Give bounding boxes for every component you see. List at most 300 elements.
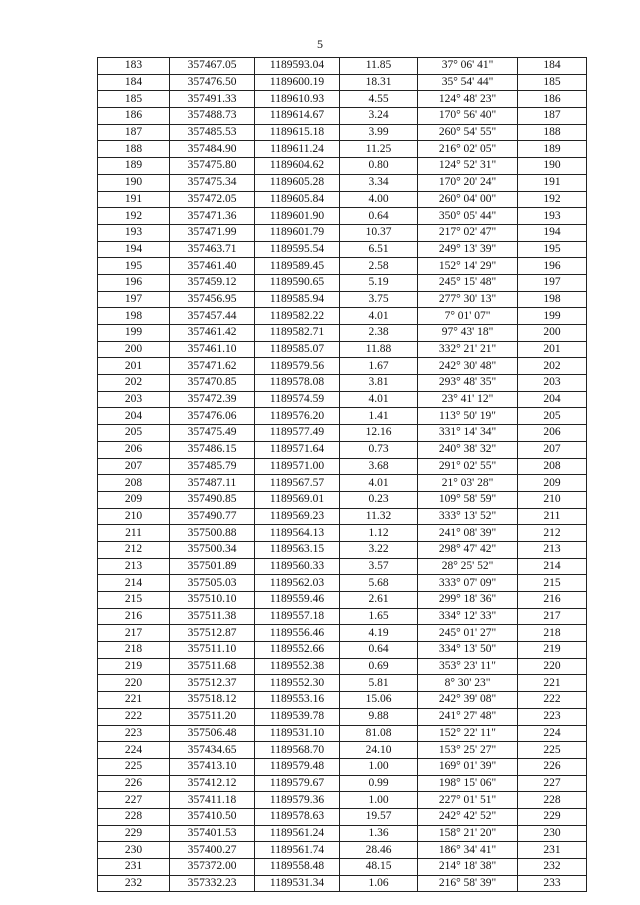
point-number-cell: 189 — [98, 158, 170, 175]
next-point-cell: 218 — [518, 625, 587, 642]
point-number-cell: 207 — [98, 458, 170, 475]
y-coordinate-cell: 1189560.33 — [255, 558, 340, 575]
table-row — [98, 525, 587, 542]
table-row — [98, 675, 587, 692]
y-coordinate-cell: 1189558.48 — [255, 859, 340, 876]
y-coordinate-cell: 1189585.94 — [255, 291, 340, 308]
point-number-cell: 214 — [98, 575, 170, 592]
y-coordinate-cell: 1189610.93 — [255, 91, 340, 108]
x-coordinate-cell: 357410.50 — [170, 808, 255, 825]
distance-cell: 11.32 — [340, 508, 418, 525]
x-coordinate-cell: 357487.11 — [170, 475, 255, 492]
distance-cell: 0.69 — [340, 658, 418, 675]
distance-cell: 0.99 — [340, 775, 418, 792]
next-point-cell: 222 — [518, 692, 587, 709]
y-coordinate-cell: 1189582.71 — [255, 325, 340, 342]
next-point-cell: 185 — [518, 74, 587, 91]
x-coordinate-cell: 357476.50 — [170, 74, 255, 91]
next-point-cell: 210 — [518, 491, 587, 508]
x-coordinate-cell: 357434.65 — [170, 742, 255, 759]
point-number-cell: 225 — [98, 758, 170, 775]
next-point-cell: 229 — [518, 808, 587, 825]
next-point-cell: 202 — [518, 358, 587, 375]
y-coordinate-cell: 1189552.66 — [255, 642, 340, 659]
point-number-cell: 204 — [98, 408, 170, 425]
point-number-cell: 201 — [98, 358, 170, 375]
bearing-cell: 216° 58' 39" — [418, 875, 518, 892]
next-point-cell: 184 — [518, 58, 587, 75]
table-row — [98, 792, 587, 809]
table-row — [98, 658, 587, 675]
y-coordinate-cell: 1189582.22 — [255, 308, 340, 325]
distance-cell: 9.88 — [340, 708, 418, 725]
y-coordinate-cell: 1189568.70 — [255, 742, 340, 759]
x-coordinate-cell: 357471.99 — [170, 224, 255, 241]
point-number-cell: 215 — [98, 592, 170, 609]
point-number-cell: 200 — [98, 341, 170, 358]
table-row — [98, 775, 587, 792]
x-coordinate-cell: 357490.85 — [170, 491, 255, 508]
distance-cell: 1.41 — [340, 408, 418, 425]
x-coordinate-cell: 357484.90 — [170, 141, 255, 158]
distance-cell: 2.38 — [340, 325, 418, 342]
table-row — [98, 191, 587, 208]
y-coordinate-cell: 1189574.59 — [255, 391, 340, 408]
point-number-cell: 205 — [98, 425, 170, 442]
bearing-cell: 28° 25' 52" — [418, 558, 518, 575]
bearing-cell: 245° 15' 48" — [418, 274, 518, 291]
distance-cell: 2.58 — [340, 258, 418, 275]
table-row — [98, 174, 587, 191]
bearing-cell: 152° 14' 29" — [418, 258, 518, 275]
x-coordinate-cell: 357457.44 — [170, 308, 255, 325]
point-number-cell: 231 — [98, 859, 170, 876]
next-point-cell: 227 — [518, 775, 587, 792]
next-point-cell: 186 — [518, 91, 587, 108]
x-coordinate-cell: 357505.03 — [170, 575, 255, 592]
distance-cell: 0.73 — [340, 441, 418, 458]
next-point-cell: 225 — [518, 742, 587, 759]
next-point-cell: 192 — [518, 191, 587, 208]
y-coordinate-cell: 1189595.54 — [255, 241, 340, 258]
distance-cell: 10.37 — [340, 224, 418, 241]
distance-cell: 11.25 — [340, 141, 418, 158]
bearing-cell: 241° 27' 48" — [418, 708, 518, 725]
x-coordinate-cell: 357475.80 — [170, 158, 255, 175]
point-number-cell: 183 — [98, 58, 170, 75]
next-point-cell: 228 — [518, 792, 587, 809]
table-row — [98, 91, 587, 108]
point-number-cell: 196 — [98, 274, 170, 291]
distance-cell: 3.75 — [340, 291, 418, 308]
next-point-cell: 195 — [518, 241, 587, 258]
distance-cell: 81.08 — [340, 725, 418, 742]
bearing-cell: 169° 01' 39" — [418, 758, 518, 775]
x-coordinate-cell: 357506.48 — [170, 725, 255, 742]
bearing-cell: 124° 48' 23" — [418, 91, 518, 108]
point-number-cell: 208 — [98, 475, 170, 492]
y-coordinate-cell: 1189615.18 — [255, 124, 340, 141]
table-row — [98, 291, 587, 308]
y-coordinate-cell: 1189531.34 — [255, 875, 340, 892]
distance-cell: 5.19 — [340, 274, 418, 291]
x-coordinate-cell: 357511.38 — [170, 608, 255, 625]
y-coordinate-cell: 1189600.19 — [255, 74, 340, 91]
y-coordinate-cell: 1189569.23 — [255, 508, 340, 525]
table-row — [98, 358, 587, 375]
point-number-cell: 191 — [98, 191, 170, 208]
x-coordinate-cell: 357400.27 — [170, 842, 255, 859]
x-coordinate-cell: 357461.10 — [170, 341, 255, 358]
y-coordinate-cell: 1189576.20 — [255, 408, 340, 425]
point-number-cell: 211 — [98, 525, 170, 542]
next-point-cell: 226 — [518, 758, 587, 775]
next-point-cell: 194 — [518, 224, 587, 241]
distance-cell: 48.15 — [340, 859, 418, 876]
x-coordinate-cell: 357490.77 — [170, 508, 255, 525]
next-point-cell: 211 — [518, 508, 587, 525]
distance-cell: 0.23 — [340, 491, 418, 508]
point-number-cell: 217 — [98, 625, 170, 642]
next-point-cell: 188 — [518, 124, 587, 141]
y-coordinate-cell: 1189577.49 — [255, 425, 340, 442]
next-point-cell: 217 — [518, 608, 587, 625]
y-coordinate-cell: 1189590.65 — [255, 274, 340, 291]
distance-cell: 3.24 — [340, 108, 418, 125]
point-number-cell: 195 — [98, 258, 170, 275]
bearing-cell: 291° 02' 55" — [418, 458, 518, 475]
bearing-cell: 334° 13' 50" — [418, 642, 518, 659]
table-row — [98, 742, 587, 759]
point-number-cell: 223 — [98, 725, 170, 742]
next-point-cell: 196 — [518, 258, 587, 275]
point-number-cell: 216 — [98, 608, 170, 625]
page-number: 5 — [317, 37, 323, 51]
next-point-cell: 189 — [518, 141, 587, 158]
table-row — [98, 391, 587, 408]
point-number-cell: 222 — [98, 708, 170, 725]
bearing-cell: 198° 15' 06" — [418, 775, 518, 792]
x-coordinate-cell: 357413.10 — [170, 758, 255, 775]
y-coordinate-cell: 1189611.24 — [255, 141, 340, 158]
x-coordinate-cell: 357500.88 — [170, 525, 255, 542]
bearing-cell: 249° 13' 39" — [418, 241, 518, 258]
next-point-cell: 201 — [518, 341, 587, 358]
table-row — [98, 141, 587, 158]
next-point-cell: 230 — [518, 825, 587, 842]
x-coordinate-cell: 357456.95 — [170, 291, 255, 308]
y-coordinate-cell: 1189579.36 — [255, 792, 340, 809]
distance-cell: 1.67 — [340, 358, 418, 375]
y-coordinate-cell: 1189563.15 — [255, 541, 340, 558]
distance-cell: 1.06 — [340, 875, 418, 892]
point-number-cell: 202 — [98, 375, 170, 392]
table-row — [98, 408, 587, 425]
next-point-cell: 197 — [518, 274, 587, 291]
x-coordinate-cell: 357491.33 — [170, 91, 255, 108]
x-coordinate-cell: 357510.10 — [170, 592, 255, 609]
distance-cell: 11.85 — [340, 58, 418, 75]
y-coordinate-cell: 1189579.56 — [255, 358, 340, 375]
next-point-cell: 219 — [518, 642, 587, 659]
next-point-cell: 223 — [518, 708, 587, 725]
bearing-cell: 158° 21' 20" — [418, 825, 518, 842]
distance-cell: 28.46 — [340, 842, 418, 859]
table-row — [98, 108, 587, 125]
table-row — [98, 258, 587, 275]
table-row — [98, 692, 587, 709]
y-coordinate-cell: 1189561.74 — [255, 842, 340, 859]
bearing-cell: 227° 01' 51" — [418, 792, 518, 809]
bearing-cell: 242° 30' 48" — [418, 358, 518, 375]
table-row — [98, 241, 587, 258]
point-number-cell: 230 — [98, 842, 170, 859]
distance-cell: 4.01 — [340, 391, 418, 408]
y-coordinate-cell: 1189571.64 — [255, 441, 340, 458]
bearing-cell: 242° 39' 08" — [418, 692, 518, 709]
point-number-cell: 193 — [98, 224, 170, 241]
next-point-cell: 215 — [518, 575, 587, 592]
coordinates-table-body — [98, 58, 587, 892]
x-coordinate-cell: 357511.20 — [170, 708, 255, 725]
bearing-cell: 333° 13' 52" — [418, 508, 518, 525]
bearing-cell: 332° 21' 21" — [418, 341, 518, 358]
next-point-cell: 199 — [518, 308, 587, 325]
x-coordinate-cell: 357511.10 — [170, 642, 255, 659]
point-number-cell: 188 — [98, 141, 170, 158]
x-coordinate-cell: 357472.05 — [170, 191, 255, 208]
y-coordinate-cell: 1189578.63 — [255, 808, 340, 825]
point-number-cell: 187 — [98, 124, 170, 141]
next-point-cell: 232 — [518, 859, 587, 876]
table-row — [98, 825, 587, 842]
bearing-cell: 298° 47' 42" — [418, 541, 518, 558]
table-row — [98, 758, 587, 775]
bearing-cell: 242° 42' 52" — [418, 808, 518, 825]
next-point-cell: 209 — [518, 475, 587, 492]
x-coordinate-cell: 357471.36 — [170, 208, 255, 225]
distance-cell: 2.61 — [340, 592, 418, 609]
point-number-cell: 213 — [98, 558, 170, 575]
distance-cell: 0.64 — [340, 208, 418, 225]
point-number-cell: 198 — [98, 308, 170, 325]
table-row — [98, 625, 587, 642]
bearing-cell: 186° 34' 41" — [418, 842, 518, 859]
x-coordinate-cell: 357461.42 — [170, 325, 255, 342]
table-row — [98, 859, 587, 876]
y-coordinate-cell: 1189553.16 — [255, 692, 340, 709]
distance-cell: 3.57 — [340, 558, 418, 575]
bearing-cell: 35° 54' 44" — [418, 74, 518, 91]
point-number-cell: 218 — [98, 642, 170, 659]
point-number-cell: 197 — [98, 291, 170, 308]
y-coordinate-cell: 1189567.57 — [255, 475, 340, 492]
bearing-cell: 240° 38' 32" — [418, 441, 518, 458]
distance-cell: 0.80 — [340, 158, 418, 175]
y-coordinate-cell: 1189604.62 — [255, 158, 340, 175]
x-coordinate-cell: 357511.68 — [170, 658, 255, 675]
y-coordinate-cell: 1189557.18 — [255, 608, 340, 625]
bearing-cell: 216° 02' 05" — [418, 141, 518, 158]
table-row — [98, 325, 587, 342]
bearing-cell: 334° 12' 33" — [418, 608, 518, 625]
bearing-cell: 299° 18' 36" — [418, 592, 518, 609]
next-point-cell: 216 — [518, 592, 587, 609]
table-row — [98, 875, 587, 892]
next-point-cell: 212 — [518, 525, 587, 542]
x-coordinate-cell: 357467.05 — [170, 58, 255, 75]
bearing-cell: 37° 06' 41" — [418, 58, 518, 75]
point-number-cell: 185 — [98, 91, 170, 108]
next-point-cell: 231 — [518, 842, 587, 859]
x-coordinate-cell: 357512.37 — [170, 675, 255, 692]
distance-cell: 19.57 — [340, 808, 418, 825]
y-coordinate-cell: 1189552.38 — [255, 658, 340, 675]
bearing-cell: 8° 30' 23" — [418, 675, 518, 692]
x-coordinate-cell: 357411.18 — [170, 792, 255, 809]
table-row — [98, 642, 587, 659]
x-coordinate-cell: 357476.06 — [170, 408, 255, 425]
point-number-cell: 212 — [98, 541, 170, 558]
table-row — [98, 74, 587, 91]
distance-cell: 5.81 — [340, 675, 418, 692]
table-row — [98, 842, 587, 859]
x-coordinate-cell: 357459.12 — [170, 274, 255, 291]
distance-cell: 3.99 — [340, 124, 418, 141]
table-row — [98, 58, 587, 75]
bearing-cell: 331° 14' 34" — [418, 425, 518, 442]
distance-cell: 3.81 — [340, 375, 418, 392]
distance-cell: 4.01 — [340, 475, 418, 492]
x-coordinate-cell: 357372.00 — [170, 859, 255, 876]
next-point-cell: 207 — [518, 441, 587, 458]
x-coordinate-cell: 357485.79 — [170, 458, 255, 475]
y-coordinate-cell: 1189579.67 — [255, 775, 340, 792]
table-row — [98, 208, 587, 225]
bearing-cell: 241° 08' 39" — [418, 525, 518, 542]
table-row — [98, 475, 587, 492]
x-coordinate-cell: 357470.85 — [170, 375, 255, 392]
point-number-cell: 206 — [98, 441, 170, 458]
distance-cell: 0.64 — [340, 642, 418, 659]
table-row — [98, 808, 587, 825]
next-point-cell: 203 — [518, 375, 587, 392]
y-coordinate-cell: 1189571.00 — [255, 458, 340, 475]
next-point-cell: 233 — [518, 875, 587, 892]
bearing-cell: 113° 50' 19" — [418, 408, 518, 425]
distance-cell: 3.22 — [340, 541, 418, 558]
table-row — [98, 158, 587, 175]
table-row — [98, 425, 587, 442]
distance-cell: 5.68 — [340, 575, 418, 592]
point-number-cell: 210 — [98, 508, 170, 525]
table-row — [98, 708, 587, 725]
distance-cell: 3.34 — [340, 174, 418, 191]
distance-cell: 12.16 — [340, 425, 418, 442]
x-coordinate-cell: 357500.34 — [170, 541, 255, 558]
table-row — [98, 341, 587, 358]
x-coordinate-cell: 357475.49 — [170, 425, 255, 442]
distance-cell: 4.01 — [340, 308, 418, 325]
table-row — [98, 558, 587, 575]
bearing-cell: 260° 54' 55" — [418, 124, 518, 141]
bearing-cell: 124° 52' 31" — [418, 158, 518, 175]
y-coordinate-cell: 1189579.48 — [255, 758, 340, 775]
bearing-cell: 217° 02' 47" — [418, 224, 518, 241]
x-coordinate-cell: 357475.34 — [170, 174, 255, 191]
distance-cell: 24.10 — [340, 742, 418, 759]
y-coordinate-cell: 1189614.67 — [255, 108, 340, 125]
bearing-cell: 353° 23' 11" — [418, 658, 518, 675]
bearing-cell: 245° 01' 27" — [418, 625, 518, 642]
table-row — [98, 725, 587, 742]
y-coordinate-cell: 1189531.10 — [255, 725, 340, 742]
y-coordinate-cell: 1189569.01 — [255, 491, 340, 508]
next-point-cell: 200 — [518, 325, 587, 342]
point-number-cell: 199 — [98, 325, 170, 342]
point-number-cell: 209 — [98, 491, 170, 508]
point-number-cell: 203 — [98, 391, 170, 408]
x-coordinate-cell: 357501.89 — [170, 558, 255, 575]
point-number-cell: 192 — [98, 208, 170, 225]
x-coordinate-cell: 357401.53 — [170, 825, 255, 842]
y-coordinate-cell: 1189562.03 — [255, 575, 340, 592]
next-point-cell: 224 — [518, 725, 587, 742]
bearing-cell: 214° 18' 38" — [418, 859, 518, 876]
point-number-cell: 219 — [98, 658, 170, 675]
x-coordinate-cell: 357472.39 — [170, 391, 255, 408]
next-point-cell: 198 — [518, 291, 587, 308]
distance-cell: 1.36 — [340, 825, 418, 842]
table-row — [98, 508, 587, 525]
distance-cell: 1.65 — [340, 608, 418, 625]
distance-cell: 15.06 — [340, 692, 418, 709]
table-row — [98, 541, 587, 558]
x-coordinate-cell: 357461.40 — [170, 258, 255, 275]
bearing-cell: 350° 05' 44" — [418, 208, 518, 225]
distance-cell: 1.12 — [340, 525, 418, 542]
distance-cell: 4.55 — [340, 91, 418, 108]
next-point-cell: 193 — [518, 208, 587, 225]
distance-cell: 11.88 — [340, 341, 418, 358]
distance-cell: 1.00 — [340, 792, 418, 809]
distance-cell: 4.19 — [340, 625, 418, 642]
bearing-cell: 152° 22' 11" — [418, 725, 518, 742]
next-point-cell: 208 — [518, 458, 587, 475]
table-row — [98, 308, 587, 325]
y-coordinate-cell: 1189605.84 — [255, 191, 340, 208]
x-coordinate-cell: 357412.12 — [170, 775, 255, 792]
y-coordinate-cell: 1189539.78 — [255, 708, 340, 725]
bearing-cell: 109° 58' 59" — [418, 491, 518, 508]
point-number-cell: 226 — [98, 775, 170, 792]
distance-cell: 4.00 — [340, 191, 418, 208]
y-coordinate-cell: 1189585.07 — [255, 341, 340, 358]
x-coordinate-cell: 357486.15 — [170, 441, 255, 458]
bearing-cell: 97° 43' 18" — [418, 325, 518, 342]
distance-cell: 1.00 — [340, 758, 418, 775]
next-point-cell: 190 — [518, 158, 587, 175]
next-point-cell: 204 — [518, 391, 587, 408]
point-number-cell: 221 — [98, 692, 170, 709]
bearing-cell: 170° 20' 24" — [418, 174, 518, 191]
bearing-cell: 333° 07' 09" — [418, 575, 518, 592]
bearing-cell: 23° 41' 12" — [418, 391, 518, 408]
y-coordinate-cell: 1189552.30 — [255, 675, 340, 692]
next-point-cell: 191 — [518, 174, 587, 191]
y-coordinate-cell: 1189601.79 — [255, 224, 340, 241]
table-row — [98, 124, 587, 141]
